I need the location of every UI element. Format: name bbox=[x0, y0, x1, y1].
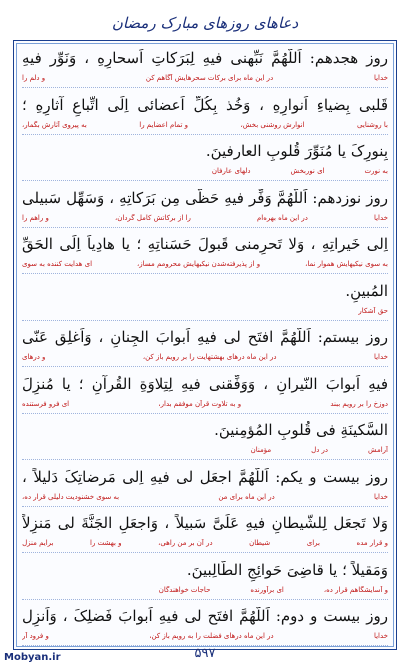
translation-segment: ای هدایت کننده به سوی bbox=[22, 260, 93, 268]
line-separator bbox=[22, 320, 388, 322]
translation-segment: خدایا bbox=[373, 353, 388, 361]
translation-segment: و راهم را bbox=[22, 213, 49, 222]
line-separator bbox=[22, 366, 388, 368]
translation-line bbox=[22, 353, 388, 365]
line-separator bbox=[22, 180, 388, 182]
translation-segment: آرامش bbox=[368, 446, 388, 454]
line-separator bbox=[22, 599, 388, 601]
prayer-line: السَّکینَةِ فی قُلوبِ المُؤمِنینَ. bbox=[214, 421, 388, 439]
page-title: دعاهای روزهای مبارک رمضان bbox=[111, 14, 299, 32]
translation-segment: و تمام اعضایم را bbox=[139, 120, 189, 129]
translation-segment: و از پذیرفته‌شدن نیکیهایش محرومم مساز، bbox=[137, 260, 261, 268]
translation-segment: و بهشت را bbox=[90, 539, 122, 547]
translation-segment: حق آشکار bbox=[358, 306, 388, 315]
translation-segment: و قرار مده bbox=[356, 539, 388, 547]
translation-segment: خدایا bbox=[373, 492, 388, 501]
translation-segment: در این ماه درهای بهشتهایت را بر رویم باز کن، bbox=[142, 353, 277, 361]
translation-segment: به سوی نیکیهایش هموار نما، bbox=[305, 260, 388, 268]
translation-segment: به نورت bbox=[364, 167, 388, 175]
translation-segment: در دل bbox=[311, 446, 329, 454]
prayer-line: المُبینِ. bbox=[345, 281, 388, 300]
translation-segment: برایم منزل bbox=[22, 539, 54, 547]
translation-segment: با روشنایی bbox=[357, 120, 388, 129]
translation-segment: در این ماه بهره‌ام bbox=[256, 213, 308, 222]
translation-segment: انوارش روشنی بخش، bbox=[240, 120, 305, 129]
translation-segment: دلهای عارفان bbox=[211, 167, 251, 175]
translation-segment: را از برکاتش کامل گردان، bbox=[114, 213, 191, 222]
line-separator bbox=[22, 273, 388, 275]
translation-segment: و به تلاوت قرآن موفقم بدار، bbox=[158, 399, 242, 408]
line-separator bbox=[22, 87, 388, 89]
translation-segment: به پیروی آثارش بگمار، bbox=[22, 120, 87, 129]
translation-line bbox=[22, 539, 388, 551]
line-separator bbox=[22, 134, 388, 136]
prayer-line: قَلبی بِضیاءِ اَنوارِهِ ، وَخُذ بِکُلِّ اَعضائی اِلَی اتِّباعِ آثارِهِ ؛ bbox=[22, 95, 388, 114]
translation-line bbox=[22, 121, 388, 133]
translation-segment: خدایا bbox=[373, 632, 388, 640]
translation-segment: ای برآورنده bbox=[250, 585, 284, 594]
translation-line bbox=[22, 74, 388, 86]
translation-line bbox=[22, 493, 388, 505]
prayer-line: وَلا تَجعَل لِلشَّیطانِ فیهِ عَلَیَّ سَبیلاً ، وَاجعَلِ الجَنَّةَ لی مَنزِلاً bbox=[22, 514, 388, 532]
translation-segment: مؤمنان bbox=[250, 446, 272, 454]
line-separator bbox=[22, 413, 388, 415]
line-separator bbox=[22, 506, 388, 508]
translation-segment: و آسایشگاهم قرار ده، bbox=[323, 585, 388, 594]
translation-segment: خدایا bbox=[373, 213, 388, 222]
translation-line bbox=[22, 446, 388, 458]
prayer-line: روز نوزدهم: اَللّهُمَّ وَفِّر فیهِ حَظّی مِن بَرَکاتِهِ ، وَسَهِّل سَبیلی bbox=[22, 188, 388, 207]
translation-line bbox=[22, 307, 388, 319]
translation-segment: در آن بر من راهی، bbox=[158, 539, 213, 547]
translation-line bbox=[22, 400, 388, 412]
translation-segment: شیطان bbox=[249, 539, 271, 547]
translation-line bbox=[22, 586, 388, 598]
translation-segment: در این ماه برای برکات سحرهایش آگاهم کن bbox=[145, 74, 274, 82]
translation-segment: و فرود آر bbox=[22, 632, 49, 640]
line-separator bbox=[22, 227, 388, 229]
prayer-line: روز هجدهم: اَللّهُمَّ نَبِّهنی فیهِ لِبَرَکاتِ اَسحارِهِ ، وَنَوِّر فیهِ bbox=[22, 49, 388, 67]
translation-segment: و درهای bbox=[22, 353, 46, 361]
prayer-line: بِنورِکَ یا مُنَوِّرَ قُلوبِ العارفینَ. bbox=[205, 142, 388, 160]
translation-segment: خدایا bbox=[373, 74, 388, 82]
text-frame bbox=[13, 40, 397, 650]
translation-line bbox=[22, 167, 388, 179]
translation-segment: به سوی خشنودیت دلیلی قرار ده، bbox=[22, 492, 120, 501]
prayer-line: فیهِ اَبوابَ النّیرانِ ، وَوَفِّقنی فیهِ لِتِلاوَةِ القُرآنِ ؛ یا مُنزِلَ bbox=[22, 374, 388, 393]
site-brand: Mobyan.ir bbox=[4, 652, 61, 663]
translation-segment: در این ماه درهای فضلت را به رویم باز کن، bbox=[149, 632, 274, 640]
prayer-line: وَمَقیلاً ؛ یا قاضِیَ حَوائِجِ الطّالِبینَ. bbox=[186, 560, 388, 579]
translation-line bbox=[22, 632, 388, 644]
translation-segment: برای bbox=[306, 539, 320, 547]
translation-segment: دوزخ را بر رویم ببند bbox=[330, 399, 388, 408]
translation-segment: ای نوربخش bbox=[290, 167, 325, 175]
line-separator bbox=[22, 552, 388, 554]
translation-line bbox=[22, 214, 388, 226]
translation-segment: حاجات خواهندگان bbox=[158, 585, 211, 594]
prayer-line: روز بیستم: اَللّهُمَّ افتَح لی فیهِ اَبوابَ الجِنانِ ، وَاَغلِق عَنّی bbox=[22, 328, 388, 346]
prayer-line: اِلی خَیراتِهِ ، وَلا تَحرِمنی قَبولَ حَسَناتِهِ ؛ یا هادِیاً اِلَی الحَقِّ bbox=[22, 235, 388, 253]
page-number: ۵۹۷ bbox=[194, 646, 216, 661]
translation-segment: ای فرو فرستنده bbox=[22, 399, 70, 408]
page-header bbox=[7, 6, 403, 40]
prayer-line: روز بیست و یکم: اَللّهُمَّ اجعَل لی فیهِ اِلی مَرضاتِکَ دَلیلاً ، bbox=[22, 467, 388, 486]
translation-segment: در این ماه برای من bbox=[218, 492, 275, 501]
translation-line bbox=[22, 260, 388, 272]
document-page bbox=[7, 6, 403, 664]
translation-segment: و دلم را bbox=[22, 74, 46, 82]
prayer-line: روز بیست و دوم: اَللّهُمَّ افتَح لی فیهِ اَبوابَ فَضلِکَ ، وَاَنزِل bbox=[22, 607, 388, 625]
line-separator bbox=[22, 459, 388, 461]
